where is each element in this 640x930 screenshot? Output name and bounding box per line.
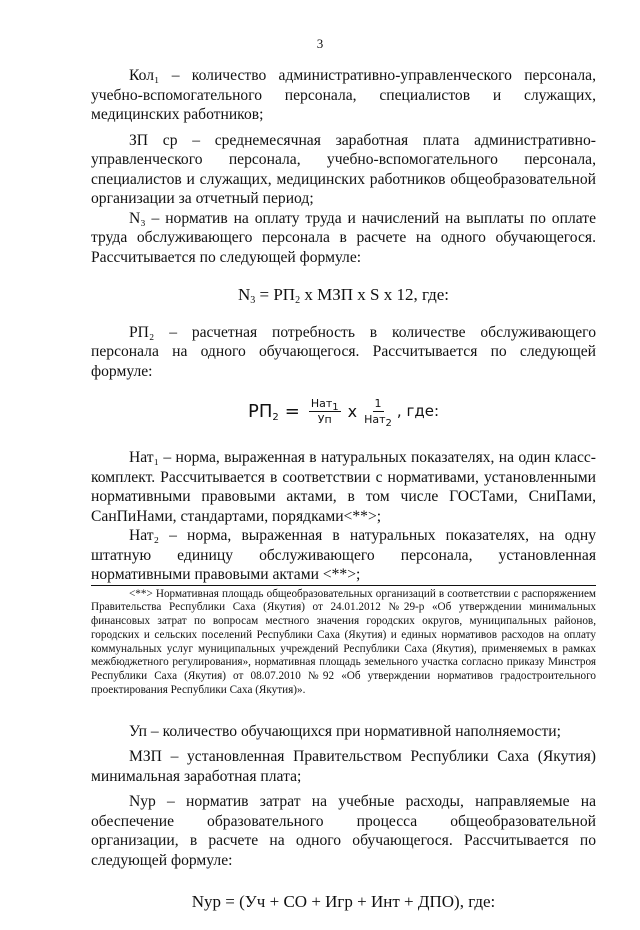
- formula-n3-rhs-sub: 2: [295, 295, 301, 306]
- formula-rp2-lhs: [248, 402, 279, 422]
- paragraph-kol1: Кол₁ – количество административно-управленческого персонала, учебно-вспомогательного персонала, специалистов и служащих, медицинских работников;: [91, 67, 596, 123]
- paragraph-rp2: РП₂ – расчетная потребность в количестве обслуживающего персонала на одного обучающегося. Рассчитывается по следующей формуле:: [91, 323, 596, 380]
- formula-n3-lhs-sub: 3: [250, 295, 256, 306]
- paragraph-nat2: Нат₂ – норма, выраженная в натуральных показателях, на одну штатную единицу обслуживающего персонала, установленная нормативными правовыми актами <**>;: [91, 527, 596, 583]
- spacer: [91, 698, 596, 722]
- footnote-divider: [91, 585, 596, 586]
- page-number: 3: [316, 36, 324, 51]
- fraction-1-numerator: [309, 397, 341, 412]
- formula-rp2: [91, 397, 596, 429]
- fraction-2-denominator-text: Нат: [364, 413, 386, 426]
- formula-rp2-equals: =: [284, 400, 300, 422]
- formula-rp2-tail: , где:: [396, 401, 439, 420]
- fraction-2-denominator: [362, 412, 394, 429]
- formula-rp2-lhs-text: РП: [248, 400, 273, 422]
- fraction-1-numerator-sub: 1: [332, 402, 339, 413]
- document-body: [91, 66, 596, 930]
- formula-rp2-fraction-1: [309, 397, 341, 426]
- fraction-1-numerator-text: Нат: [310, 397, 333, 410]
- fraction-2-numerator: 1: [374, 397, 382, 410]
- paragraph-mzp: МЗП – установленная Правительством Республики Саха (Якутия) минимальная заработная плата;: [91, 748, 596, 785]
- paragraph-up: Уп – количество обучающихся при нормативной наполняемости;: [129, 722, 561, 740]
- formula-rp2-lhs-sub: 2: [272, 411, 279, 423]
- fraction-2-denominator-sub: 2: [385, 418, 392, 429]
- formula-n3-rest: х МЗП х S х 12, где:: [300, 285, 450, 304]
- paragraph-nur: Nур – норматив затрат на учебные расходы, направляемые на обеспечение образовательного процесса общеобразовательной организации, в расчете на одного обучающегося. Рассчитывается по следующей формуле:: [91, 793, 596, 869]
- formula-n3: [91, 285, 596, 305]
- paragraph-nat1: Нат₁ – норма, выраженная в натуральных показателях, на один класс-комплект. Рассчитывается в соответствии с нормативами, установленными нормативными правовыми актами, в том числе ГОСТами, СниПами, СанПиНами, стандартами, порядками<**>;: [91, 449, 596, 525]
- paragraph-zp-sr: ЗП ср – среднемесячная заработная плата административно-управленческого персонала, учебно-вспомогательного персонала, специалистов и служащих, медицинских работников общеобразовательной организации за отчетный период;: [91, 131, 596, 207]
- footnote-text: <**> Нормативная площадь общеобразовательных организаций в соответствии с распоряжением Правительства Республики Саха (Якутия) от 24.01.2012 №29-р «Об утверждении минимальных финансовых затрат по вопросам местного значения городских округов, муниципальных районов, городских и сельских поселений Республики Саха (Якутия) и единых нормативов расходов на оплату коммунальных услуг муниципальных учреждений Республики Саха (Якутия), применяемых в рамках межбюджетного регулирования», нормативная площадь земельного участка согласно приказу Минстроя Республики Саха (Якутия) от 08.07.2010 №92 «Об утверждении нормативов градостроительного проектирования Республики Саха (Якутия)».: [91, 587, 596, 697]
- formula-n3-rhs: = РП: [255, 285, 296, 304]
- formula-n3-lhs: N: [237, 285, 251, 304]
- formula-nur: Nур = (Уч + СО + Игр + Инт + ДПО), где:: [191, 892, 496, 912]
- paragraph-n3: N₃ – норматив на оплату труда и начислений на выплаты по оплате труда обслуживающего персонала в расчете на одного обучающегося. Рассчитывается по следующей формуле:: [91, 209, 596, 266]
- fraction-1-denominator: Уп: [317, 413, 332, 426]
- formula-rp2-fraction-2: [362, 397, 394, 429]
- formula-rp2-multiply: х: [347, 401, 358, 421]
